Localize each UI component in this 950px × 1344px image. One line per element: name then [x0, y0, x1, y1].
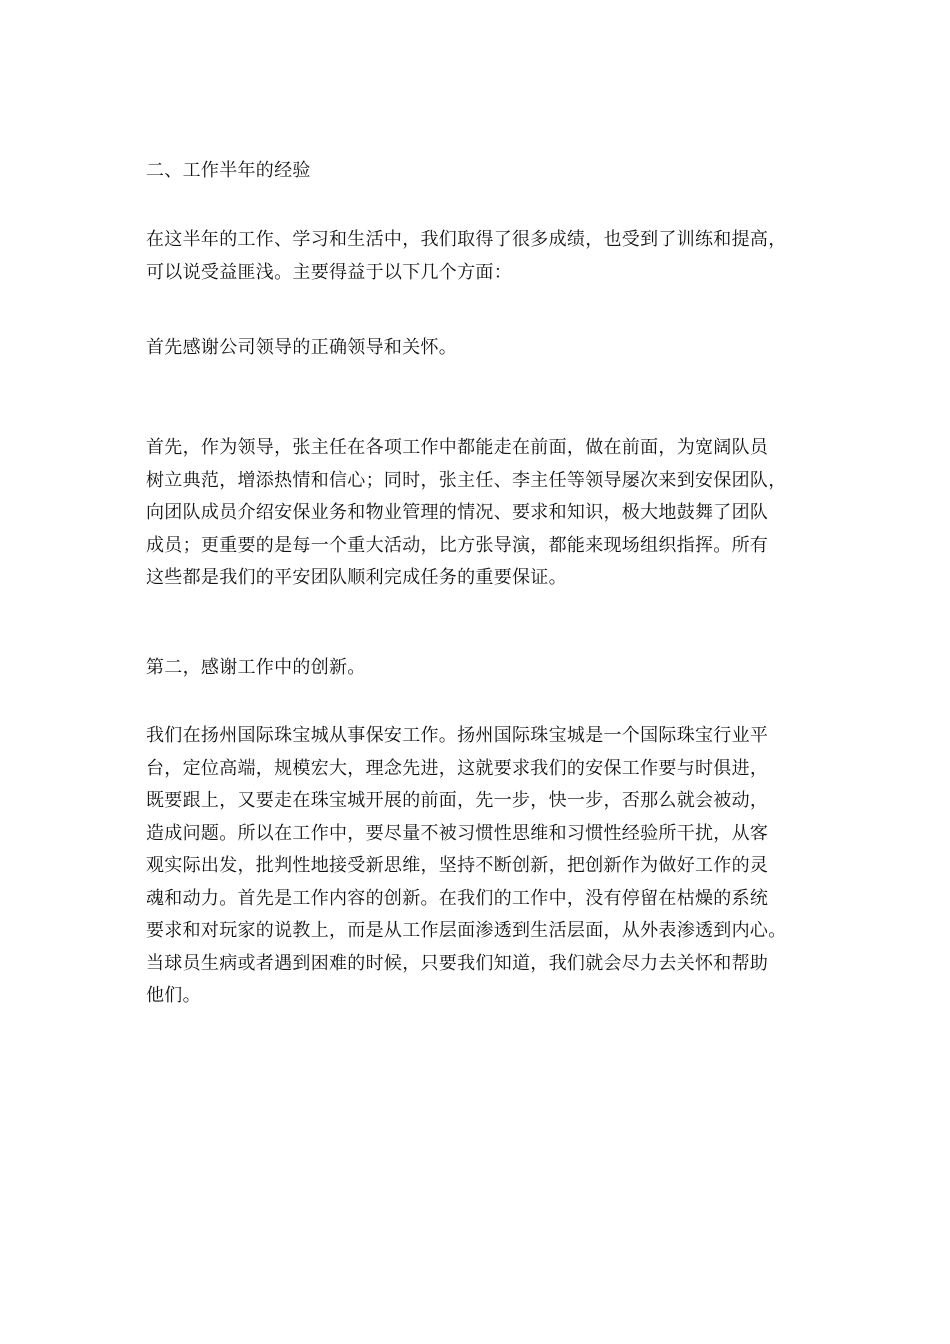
thanks-leaders-text: 首先感谢公司领导的正确领导和关怀。	[146, 337, 458, 358]
second-point-line: 造成问题。所以在工作中，要尽量不被习惯性思维和习惯性经验所干扰，从客	[146, 822, 769, 844]
first-point-line: 成员；更重要的是每一个重大活动，比方张导演，都能来现场组织指挥。所有	[146, 534, 769, 556]
section-heading	[146, 155, 816, 188]
section-heading-text: 二、工作半年的经验	[146, 160, 311, 181]
second-point-line: 我们在扬州国际珠宝城从事保安工作。扬州国际珠宝城是一个国际珠宝行业平	[146, 725, 769, 746]
second-point-line: 当球员生病或者遇到困难的时候，只要我们知道，我们就会尽力去关怀和帮助	[146, 952, 769, 974]
intro-line: 可以说受益匪浅。主要得益于以下几个方面：	[146, 261, 512, 283]
second-point-line: 观实际出发，批判性地接受新思维，坚持不断创新，把创新作为做好工作的灵	[146, 855, 769, 876]
second-point-paragraph	[146, 720, 816, 1013]
second-point-line: 既要跟上，又要走在珠宝城开展的前面，先一步，快一步，否那么就会被动，	[146, 790, 769, 811]
second-heading-paragraph	[146, 652, 816, 685]
thanks-leaders-paragraph	[146, 332, 816, 365]
first-point-paragraph	[146, 432, 816, 595]
first-point-line: 这些都是我们的平安团队顺利完成任务的重要保证。	[146, 567, 567, 588]
second-point-line: 台，定位高端，规模宏大，理念先进，这就要求我们的安保工作要与时俱进，	[146, 757, 769, 779]
first-point-line: 树立典范，增添热情和信心；同时，张主任、李主任等领导屡次来到安保团队，	[146, 469, 787, 491]
second-point-line: 他们。	[146, 985, 201, 1006]
intro-paragraph	[146, 224, 816, 289]
intro-line: 在这半年的工作、学习和生活中，我们取得了很多成绩，也受到了训练和提高，	[146, 229, 787, 250]
first-point-line: 向团队成员介绍安保业务和物业管理的情况、要求和知识，极大地鼓舞了团队	[146, 502, 769, 523]
second-point-line: 要求和对玩家的说教上，而是从工作层面渗透到生活层面，从外表渗透到内心。	[146, 920, 787, 941]
first-point-line: 首先，作为领导，张主任在各项工作中都能走在前面，做在前面，为宽阔队员	[146, 437, 769, 458]
second-point-line: 魂和动力。首先是工作内容的创新。在我们的工作中，没有停留在枯燥的系统	[146, 887, 769, 909]
second-heading-text: 第二，感谢工作中的创新。	[146, 657, 366, 678]
